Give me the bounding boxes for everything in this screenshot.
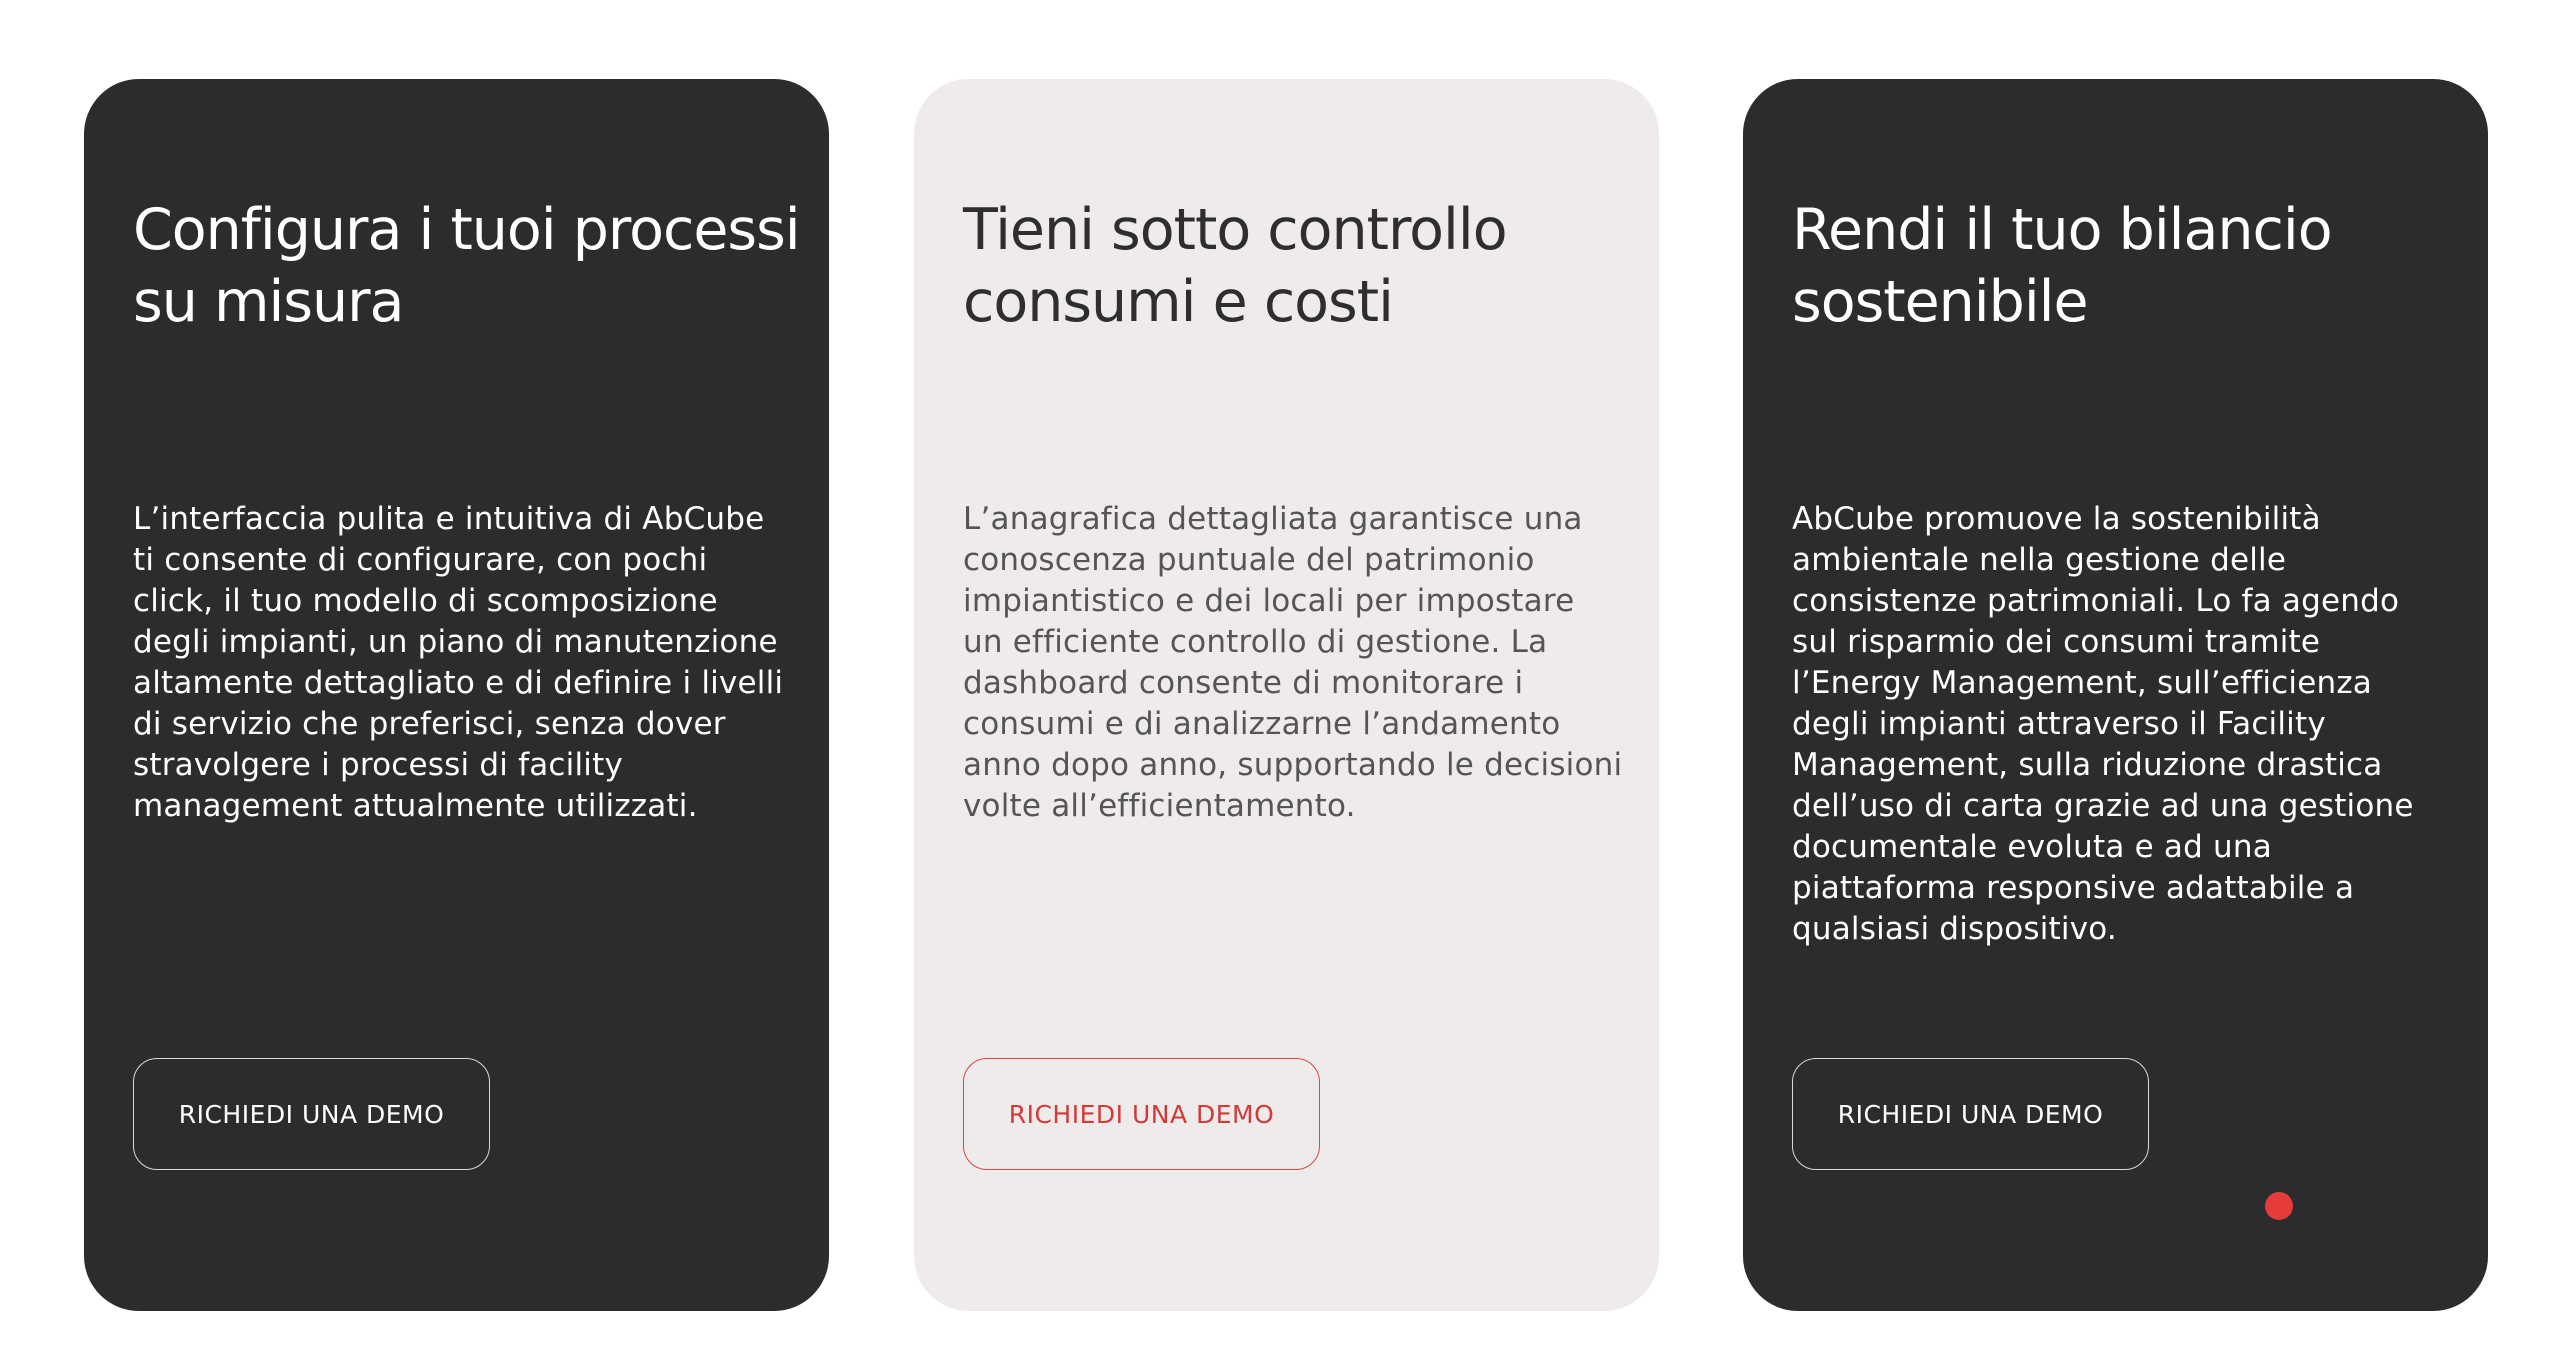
card-description: L’anagrafica dettagliata garantisce una conoscenza puntuale del patrimonio impiantistico e dei locali per impostare un efficiente controllo di gestione. La dashboard consente di monitorare i consumi e di analizzarne l’andamento anno dopo anno, supportando le decisioni volte all’efficientamento. [963, 501, 1623, 824]
request-demo-button[interactable]: RICHIEDI UNA DEMO [963, 1058, 1320, 1170]
card-description: AbCube promuove la sostenibilità ambientale nella gestione delle consistenze patrimoniali. Lo fa agendo sul risparmio dei consumi tramite l’Energy Management, sull’efficienza degli impianti attraverso il Facility Management, sulla riduzione drastica dell’uso di carta grazie ad una gestione documentale evoluta e ad una piattaforma responsive adattabile a qualsiasi dispositivo. [1792, 501, 2414, 947]
feature-card-configure [84, 79, 829, 1311]
card-description: L’interfaccia pulita e intuitiva di AbCube ti consente di configurare, con pochi click, il tuo modello di scomposizione degli impianti, un piano di manutenzione altamente dettagliato e di definire i livelli di servizio che preferisci, senza dover stravolgere i processi di facility management attualmente utilizzati. [133, 501, 784, 824]
card-title: Tieni sotto controllo consumi e costi [963, 197, 1507, 335]
feature-card-sustainable [1743, 79, 2488, 1311]
card-title: Rendi il tuo bilancio sostenibile [1792, 197, 2332, 335]
feature-card-control [914, 79, 1659, 1311]
request-demo-button[interactable]: RICHIEDI UNA DEMO [133, 1058, 490, 1170]
cursor-dot-icon [2265, 1192, 2293, 1220]
card-title: Configura i tuoi processi su misura [133, 197, 800, 335]
request-demo-button[interactable]: RICHIEDI UNA DEMO [1792, 1058, 2149, 1170]
